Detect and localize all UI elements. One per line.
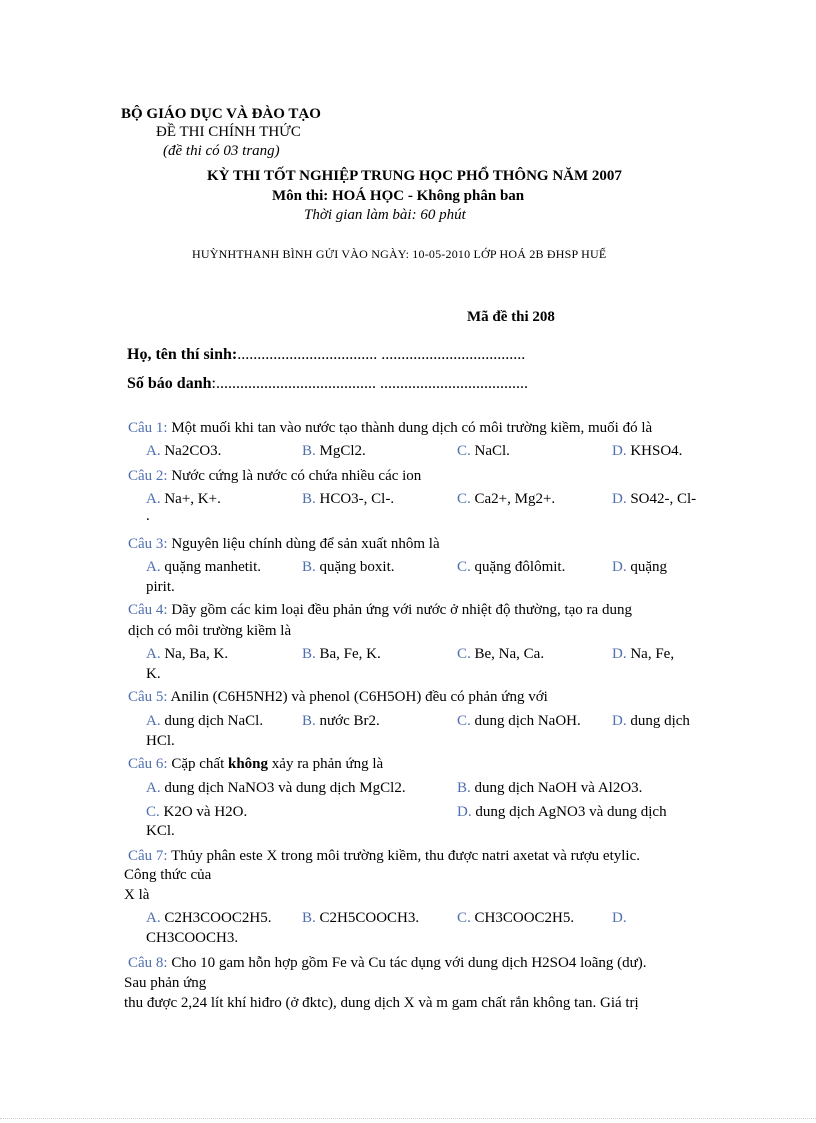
exam-title: KỲ THI TỐT NGHIỆP TRUNG HỌC PHỔ THÔNG NĂM 2007 (207, 168, 622, 184)
q6-option-d-tail: KCl. (146, 823, 175, 839)
question-3: Câu 3: Nguyên liệu chính dùng để sản xuất nhôm là (128, 536, 440, 552)
page-count-note: (đề thi có 03 trang) (163, 143, 280, 159)
question-2: Câu 2: Nước cứng là nước có chứa nhiều các ion (128, 468, 422, 484)
question-4: Câu 4: Dãy gồm các kim loại đều phản ứng với nước ở nhiệt độ thường, tạo ra dung (128, 602, 632, 618)
q4-option-a: A. Na, Ba, K. (146, 646, 229, 662)
candidate-name-dots: ................................... .................................... (237, 346, 526, 363)
q4-option-d: D. Na, Fe, (612, 646, 675, 662)
q6-option-b: B. dung dịch NaOH và Al2O3. (457, 780, 643, 796)
question-8-line-2: Sau phản ứng (124, 975, 207, 991)
q3-option-d: D. quặng (612, 559, 668, 575)
q2-option-d-tail: . (146, 508, 150, 524)
page-bottom-divider (0, 1118, 816, 1119)
question-label: Câu 1: (128, 420, 168, 436)
q5-option-d: D. dung dịch (612, 713, 690, 729)
q3-option-d-tail: pirit. (146, 579, 175, 595)
q3-option-c: C. quặng đôlômit. (457, 559, 566, 575)
question-1 (128, 420, 652, 437)
q2-option-d: D. SO42-, Cl- (612, 491, 697, 507)
q7-option-c: C. CH3COOC2H5. (457, 910, 575, 926)
q1-option-a: A. Na2CO3. (146, 443, 222, 459)
q6-option-a: A. dung dịch NaNO3 và dung dịch MgCl2. (146, 780, 406, 796)
question-4-line-2: dịch có môi trường kiềm là (128, 623, 292, 639)
q3-option-b: B. quặng boxit. (302, 559, 395, 575)
q1-option-d: D. KHSO4. (612, 443, 683, 459)
q4-option-c: C. Be, Na, Ca. (457, 646, 545, 662)
q2-option-c: C. Ca2+, Mg2+. (457, 491, 556, 507)
q4-option-b: B. Ba, Fe, K. (302, 646, 381, 662)
candidate-id-label: Số báo danh (127, 375, 212, 392)
candidate-name-label: Họ, tên thí sinh: (127, 346, 238, 363)
q3-option-a: A. quặng manhetit. (146, 559, 261, 575)
question-7-line-3: X là (124, 887, 150, 903)
q2-option-b: B. HCO3-, Cl-. (302, 491, 395, 507)
candidate-id-row (127, 375, 528, 393)
question-8-line-3: thu được 2,24 lít khí hiđro (ở đktc), dung dịch X và m gam chất rắn không tan. Giá trị (124, 995, 639, 1011)
q7-option-d-tail: CH3COOCH3. (146, 930, 239, 946)
q5-option-a: A. dung dịch NaCl. (146, 713, 264, 729)
q1-option-b: B. MgCl2. (302, 443, 366, 459)
q2-option-a: A. Na+, K+. (146, 491, 221, 507)
question-7-line-2: Công thức của (124, 867, 212, 883)
q6-option-c: C. K2O và H2O. (146, 804, 248, 820)
sender-note: HUỲNHTHANH BÌNH GỬI VÀO NGÀY: 10-05-2010 LỚP HOÁ 2B ĐHSP HUẾ (192, 247, 607, 261)
q6-option-d: D. dung dịch AgNO3 và dung dịch (457, 804, 667, 820)
candidate-name-row (127, 346, 525, 364)
q1-option-c: C. NaCl. (457, 443, 510, 459)
question-6: Câu 6: Cặp chất không xảy ra phản ứng là (128, 756, 384, 772)
question-text: Một muối khi tan vào nước tạo thành dung dịch có môi trường kiềm, muối đó là (171, 420, 653, 436)
q7-option-a: A. C2H3COOC2H5. (146, 910, 272, 926)
q5-option-c: C. dung dịch NaOH. (457, 713, 581, 729)
question-5: Câu 5: Anilin (C6H5NH2) và phenol (C6H5OH) đều có phản ứng với (128, 689, 548, 705)
question-7: Câu 7: Thủy phân este X trong môi trường kiềm, thu được natri axetat và rượu etylic. (128, 848, 640, 864)
q7-option-b: B. C2H5COOCH3. (302, 910, 420, 926)
exam-code: Mã đề thi 208 (467, 309, 555, 325)
q5-option-d-tail: HCl. (146, 733, 175, 749)
candidate-id-dots: :........................................ ..................................... (211, 375, 528, 392)
q4-option-d-tail: K. (146, 666, 161, 682)
q7-option-d: D. (612, 910, 627, 926)
question-8: Câu 8: Cho 10 gam hỗn hợp gồm Fe và Cu tác dụng với dung dịch H2SO4 loãng (dư). (128, 955, 647, 971)
ministry-name: BỘ GIÁO DỤC VÀ ĐÀO TẠO (121, 106, 321, 122)
q5-option-b: B. nước Br2. (302, 713, 380, 729)
subject-line: Môn thi: HOÁ HỌC - Không phân ban (272, 188, 525, 204)
official-exam-label: ĐỀ THI CHÍNH THỨC (156, 124, 301, 140)
time-limit: Thời gian làm bài: 60 phút (304, 207, 466, 223)
